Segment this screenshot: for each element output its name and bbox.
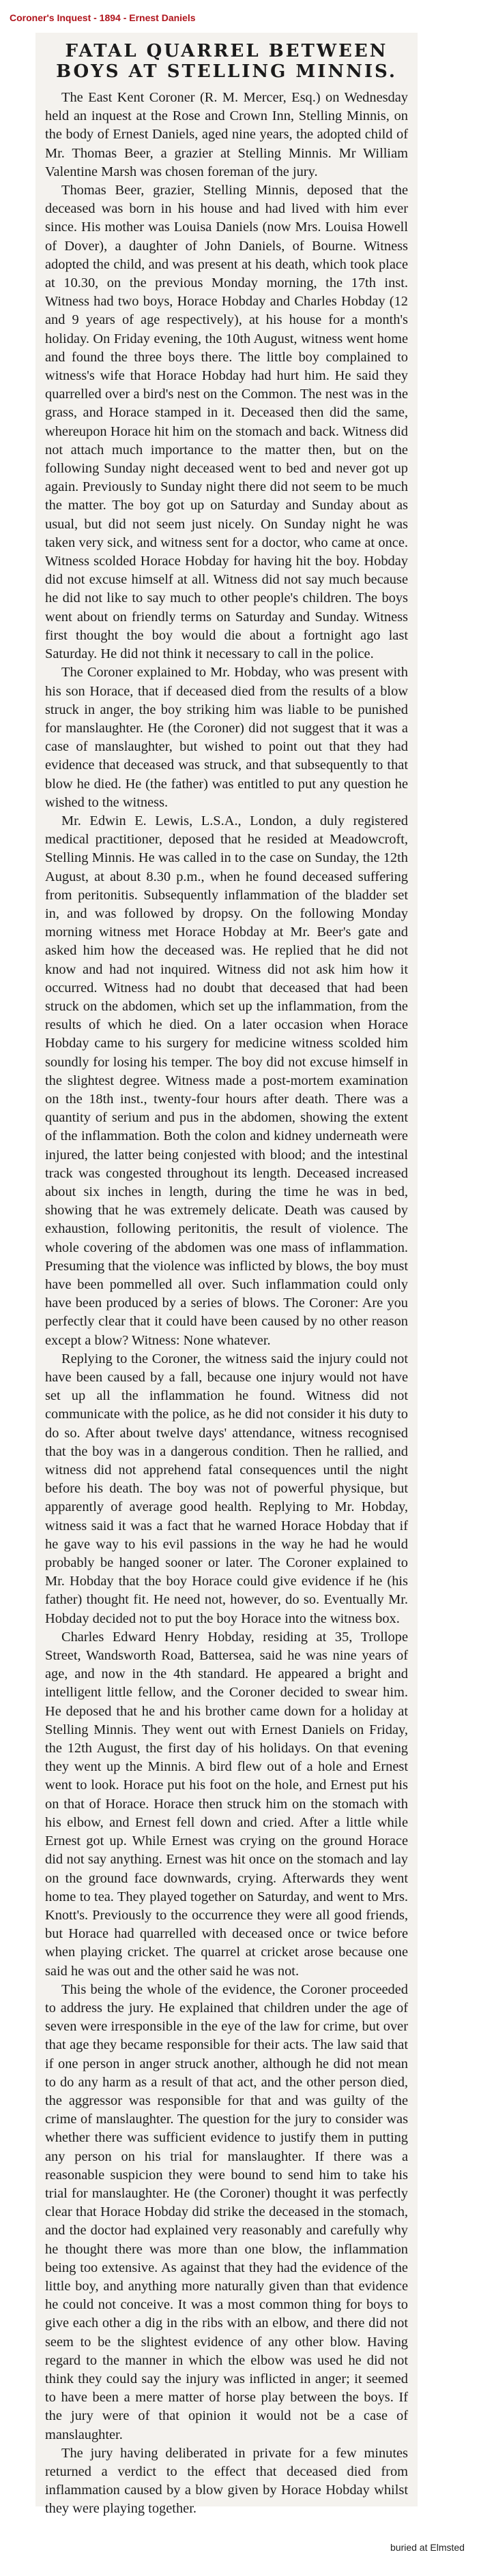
article-paragraph: The jury having deliberated in private for a few minutes returned a verdict to the effect that deceased died from inflammation caused by a blow given by Horace Hobday whilst they were playing together.: [45, 2445, 408, 2517]
article-paragraph: Replying to the Coroner, the witness said the injury could not have been caused by a fall, because one injury would not have set up all the inflammation he found. Witness did not communicate with the police, as he did not consider it his duty to do so. After about twelve days' attendance, witness recognised that the boy was in a dangerous condition. Then he rallied, and witness did not apprehend fatal consequences until the night before his death. The boy was not of powerful physique, but apparently of average good health. Replying to Mr. Hobday, witness said it was a fact that he warned Horace Hobday that if he gave way to his evil passions in the way he had he would probably be hanged sooner or later. The Coroner explained to Mr. Hobday that the boy Horace could give evidence if he (his father) thought fit. He need not, however, do so. Eventually Mr. Hobday decided not to put the boy Horace into the witness box.: [45, 1351, 408, 1626]
article-paragraph: Charles Edward Henry Hobday, residing at 35, Trollope Street, Wandsworth Road, Battersea, said he was nine years of age, and now in the 4th standard. He appeared a bright and intelligent little fellow, and the Coroner decided to swear him. He deposed that he and his brother came down for a holiday at Stelling Minnis. They went out with Ernest Daniels on Friday, the 12th August, the first day of his holidays. On that evening they went up the Minnis. A bird flew out of a hole and Ernest went to look. Horace put his foot on the hole, and Ernest put his on that of Horace. Horace then struck him on the stomach with his elbow, and Ernest fell down and cried. After a little while Ernest got up. While Ernest was crying on the ground Horace did not say anything. Ernest was hit once on the stomach and lay on the ground face downwards, crying. Afterwards they went home to tea. They played together on Saturday, and went to Mrs. Knott's. Previously to the occurrence they were all good friends, but Horace had quarrelled with deceased once or twice before when playing cricket. The quarrel at cricket arose because one said he was out and the other said he was not.: [45, 1629, 408, 1979]
article-paragraph: The Coroner explained to Mr. Hobday, who was present with his son Horace, that if deceased died from the results of a blow struck in anger, the boy striking him was liable to be punished for manslaughter. He (the Coroner) did not suggest that it was a case of manslaughter, but wished to point out that they had evidence that deceased was struck, and that subsequently to that blow he died. He (the father) was entitled to put any question he wished to the witness.: [45, 665, 408, 810]
page-header: Coroner's Inquest - 1894 - Ernest Daniels: [10, 12, 196, 23]
burial-note: buried at Elmsted: [390, 2542, 465, 2553]
article-headline: FATAL QUARREL BETWEEN BOYS AT STELLING MINNIS.: [56, 41, 397, 82]
newspaper-clipping: [35, 33, 418, 2517]
article-paragraph: The East Kent Coroner (R. M. Mercer, Esq.) on Wednesday held an inquest at the Rose and Crown Inn, Stelling Minnis, on the body of Ernest Daniels, aged nine years, the adopted child of Mr. Thomas Beer, a grazier at Stelling Minnis. Mr William Valentine Marsh was chosen foreman of the jury.: [45, 90, 408, 179]
article-paragraph: Thomas Beer, grazier, Stelling Minnis, deposed that the deceased was born in his house and had lived with him ever since. His mother was Louisa Daniels (now Mrs. Louisa Howell of Dover), a daughter of John Daniels, of Bourne. Witness adopted the child, and was present at his death, which took place at 10.30, on the previous Monday morning, the 17th inst. Witness had two boys, Horace Hobday and Charles Hobday (12 and 9 years of age respectively), at his house for a month's holiday. On Friday evening, the 10th August, witness went home and found the three boys there. The little boy complained to witness's wife that Horace Hobday had hurt him. He said they quarrelled over a bird's nest on the Common. The nest was in the grass, and Horace stamped in it. Deceased then did the same, whereupon Horace hit him on the stomach and back. Witness did not attach much importance to the matter then, but on the following Sunday night deceased went to bed and never got up again. Previously to Sunday night there did not seem to be much the matter. The boy got up on Saturday and Sunday about as usual, but did not seem just nicely. On Sunday night he was taken very sick, and witness sent for a doctor, who came at once. Witness scolded Horace Hobday for having hit the boy. Hobday did not excuse himself at all. Witness did not say much because he did not like to say much to other people's children. The boys went about on friendly terms on Saturday and Sunday. Witness first thought the boy would die about a fortnight ago last Saturday. He did not think it necessary to call in the police.: [45, 183, 408, 662]
article-paragraph: This being the whole of the evidence, the Coroner proceeded to address the jury. He explained that children under the age of seven were irresponsible in the eye of the law for crime, but over that age they became responsible for their acts. The law said that if one person in anger struck another, although he did not mean to do any harm as a result of that act, and the other person died, the aggressor was responsible for that and was guilty of the crime of manslaughter. The question for the jury to consider was whether there was sufficient evidence to justify them in putting any person on his trial for manslaughter. If there was a reasonable suspicion they were bound to send him to take his trial for manslaughter. He (the Coroner) thought it was perfectly clear that Horace Hobday did strike the deceased in the stomach, and the doctor had explained very reasonably and carefully why he thought there was more than one blow, the inflammation being too extensive. As against that they had the evidence of the little boy, and anything more naturally given than that evidence he could not conceive. It was a most common thing for boys to give each other a dig in the ribs with an elbow, and there did not seem to be the slightest evidence of any other blow. Having regard to the manner in which the elbow was used he did not think they could say the injury was inflicted in anger; it seemed to have been a mere matter of horse play between the boys. If the jury were of that opinion it would not be a case of manslaughter.: [45, 1981, 408, 2442]
article-paragraph: Mr. Edwin E. Lewis, L.S.A., London, a duly registered medical practitioner, deposed that he resided at Meadowcroft, Stelling Minnis. He was called in to the case on Sunday, the 12th August, at about 8.30 p.m., when he found deceased suffering from peritonitis. Subsequently inflammation of the bladder set in, and was followed by dropsy. On the following Monday morning witness met Horace Hobday at Mr. Beer's gate and asked him how the deceased was. He replied that he did not know and had not inquired. Witness did not ask him how it occurred. Witness had no doubt that deceased that had been struck on the abdomen, which set up the inflammation, from the results of which he died. On a later occasion when Horace Hobday came to his surgery for medicine witness scolded him soundly for losing his temper. The boy did not excuse himself in the slightest degree. Witness made a post-mortem examination on the 18th inst., twenty-four hours after death. There was a quantity of serium and pus in the abdomen, showing the extent of the inflammation. Both the colon and kidney underneath were injured, the latter being conjested with blood; and the intestinal track was congested throughout its length. Deceased increased about six inches in length, during the time he was in bed, showing that he was extremely delicate. Death was caused by exhaustion, following peritonitis, the result of violence. The whole covering of the abdomen was one mass of inflammation. Presuming that the violence was inflicted by blows, the boy must have been pommelled all over. Such inflammation could only have been produced by a series of blows. The Coroner: Are you perfectly clear that it could have been caused by no other reason except a blow? Witness: None whatever.: [45, 813, 408, 1348]
